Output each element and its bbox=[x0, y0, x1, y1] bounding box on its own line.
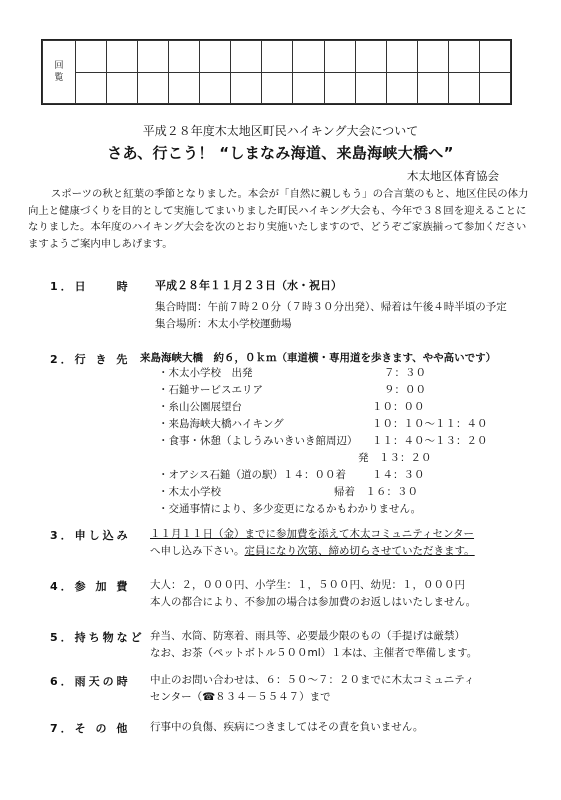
other-line-1: 行事中の負傷、疾病につきましてはその責を負いません。 bbox=[150, 721, 424, 733]
schedule-row bbox=[158, 484, 478, 501]
circulation-label bbox=[43, 41, 76, 104]
organizer-name: 木太地区体育協会 bbox=[407, 169, 499, 183]
schedule-time: 発 １３：２０ bbox=[358, 452, 432, 464]
section-apply-heading: 3．申し込み bbox=[50, 529, 131, 542]
apply-line-1: １１月１１日（金）までに参加費を添えて木太コミュニティセンター bbox=[150, 528, 475, 540]
circulation-grid bbox=[41, 39, 512, 105]
meeting-place: 集合場所：木太小学校運動場 bbox=[155, 318, 292, 330]
schedule-time: １０：１０～１１：４０ bbox=[372, 418, 488, 430]
schedule-time: 帰着 １６：３０ bbox=[334, 486, 418, 498]
circulation-label-1: 回 bbox=[54, 60, 64, 71]
document-subtitle: さあ、行こう！ “しまなみ海道、来島海峡大橋へ” bbox=[107, 144, 454, 162]
schedule-note: ・交通事情により、多少変更になるかもわかりません。 bbox=[158, 503, 422, 515]
intro-paragraph: スポーツの秋と紅葉の季節となりました。本会が「自然に親しもう」の合言葉のもと、地区住民の体力向上と健康づくりを目的として実施してまいりました町民ハイキング大会も、今年で３８回を迎えることになりました。本年度のハイキング大会を次のとおり実施いたしますので、どうぞご家族揃って参加くださいますようご案内申しあげます。 bbox=[28, 188, 529, 250]
schedule-row bbox=[158, 450, 478, 467]
items-line-2: なお、お茶（ペットボトル５００ml）１本は、主催者で準備します。 bbox=[150, 647, 478, 659]
schedule-row bbox=[158, 416, 488, 433]
schedule-time: １０：００ bbox=[372, 401, 425, 413]
schedule-time: ９：００ bbox=[384, 384, 426, 396]
event-date: 平成２８年１１月２３日（水・祝日） bbox=[155, 279, 342, 292]
schedule-row bbox=[158, 433, 488, 450]
schedule-row bbox=[158, 399, 478, 416]
apply-line-2 bbox=[150, 543, 475, 558]
section-other-heading: 7．そ の 他 bbox=[50, 722, 131, 735]
meeting-time: 集合時間：午前７時２０分（７時３０分出発）、帰着は午後４時半頃の予定 bbox=[155, 301, 507, 313]
schedule-row bbox=[158, 382, 478, 399]
section-destination-heading: 2．行 き 先 bbox=[50, 353, 131, 366]
section-rain-heading: 6．雨天の時 bbox=[50, 675, 131, 688]
schedule-row bbox=[158, 467, 478, 484]
schedule-time: １１：４０～１３：２０ bbox=[372, 435, 488, 447]
circulation-label-2: 覧 bbox=[54, 73, 64, 83]
schedule-place: ・食事・休憩（よしうみいきいき館周辺） bbox=[158, 435, 358, 447]
schedule-place: ・糸山公園展望台 bbox=[158, 401, 242, 413]
rain-line-1: 中止のお問い合わせは、６：５０～７：２０までに木太コミュニティ bbox=[150, 674, 475, 686]
section-fee-heading: 4．参 加 費 bbox=[50, 580, 131, 593]
schedule-place: ・石鎚サービスエリア bbox=[158, 384, 263, 396]
fee-line-2: 本人の都合により、不参加の場合は参加費のお返しはいたしません。 bbox=[150, 596, 477, 608]
items-line-1: 弁当、水筒、防寒着、雨具等、必要最少限のもの（手提げは厳禁） bbox=[150, 630, 465, 642]
schedule-row bbox=[158, 365, 478, 382]
destination-value: 来島海峡大橋 約６，０ｋｍ（車道横・専用道を歩きます、やや高いです） bbox=[140, 352, 497, 364]
apply-line-2b: 定員になり次第、締め切らさせていただきます。 bbox=[244, 545, 475, 557]
schedule-place: ・オアシス石鎚（道の駅）１４：００着 bbox=[158, 469, 346, 481]
schedule-place: ・木太小学校 出発 bbox=[158, 367, 253, 379]
schedule-list bbox=[158, 365, 488, 518]
schedule-time: ７：３０ bbox=[384, 367, 426, 379]
schedule-time: １４：３０ bbox=[372, 469, 425, 481]
document-title: 平成２８年度木太地区町民ハイキング大会について bbox=[142, 124, 419, 138]
section-date-heading: 1．日 時 bbox=[50, 280, 131, 293]
schedule-place: ・来島海峡大橋ハイキング bbox=[158, 418, 284, 430]
rain-line-2: センター（☎８３４－５５４７）まで bbox=[150, 691, 331, 703]
schedule-place: ・木太小学校 bbox=[158, 486, 221, 498]
section-items-heading: 5．持ち物など bbox=[50, 631, 145, 644]
fee-line-1: 大人：２，０００円、小学生：１，５００円、幼児：１，０００円 bbox=[150, 579, 465, 591]
apply-line-2a: へ申し込み下さい。 bbox=[150, 545, 245, 557]
